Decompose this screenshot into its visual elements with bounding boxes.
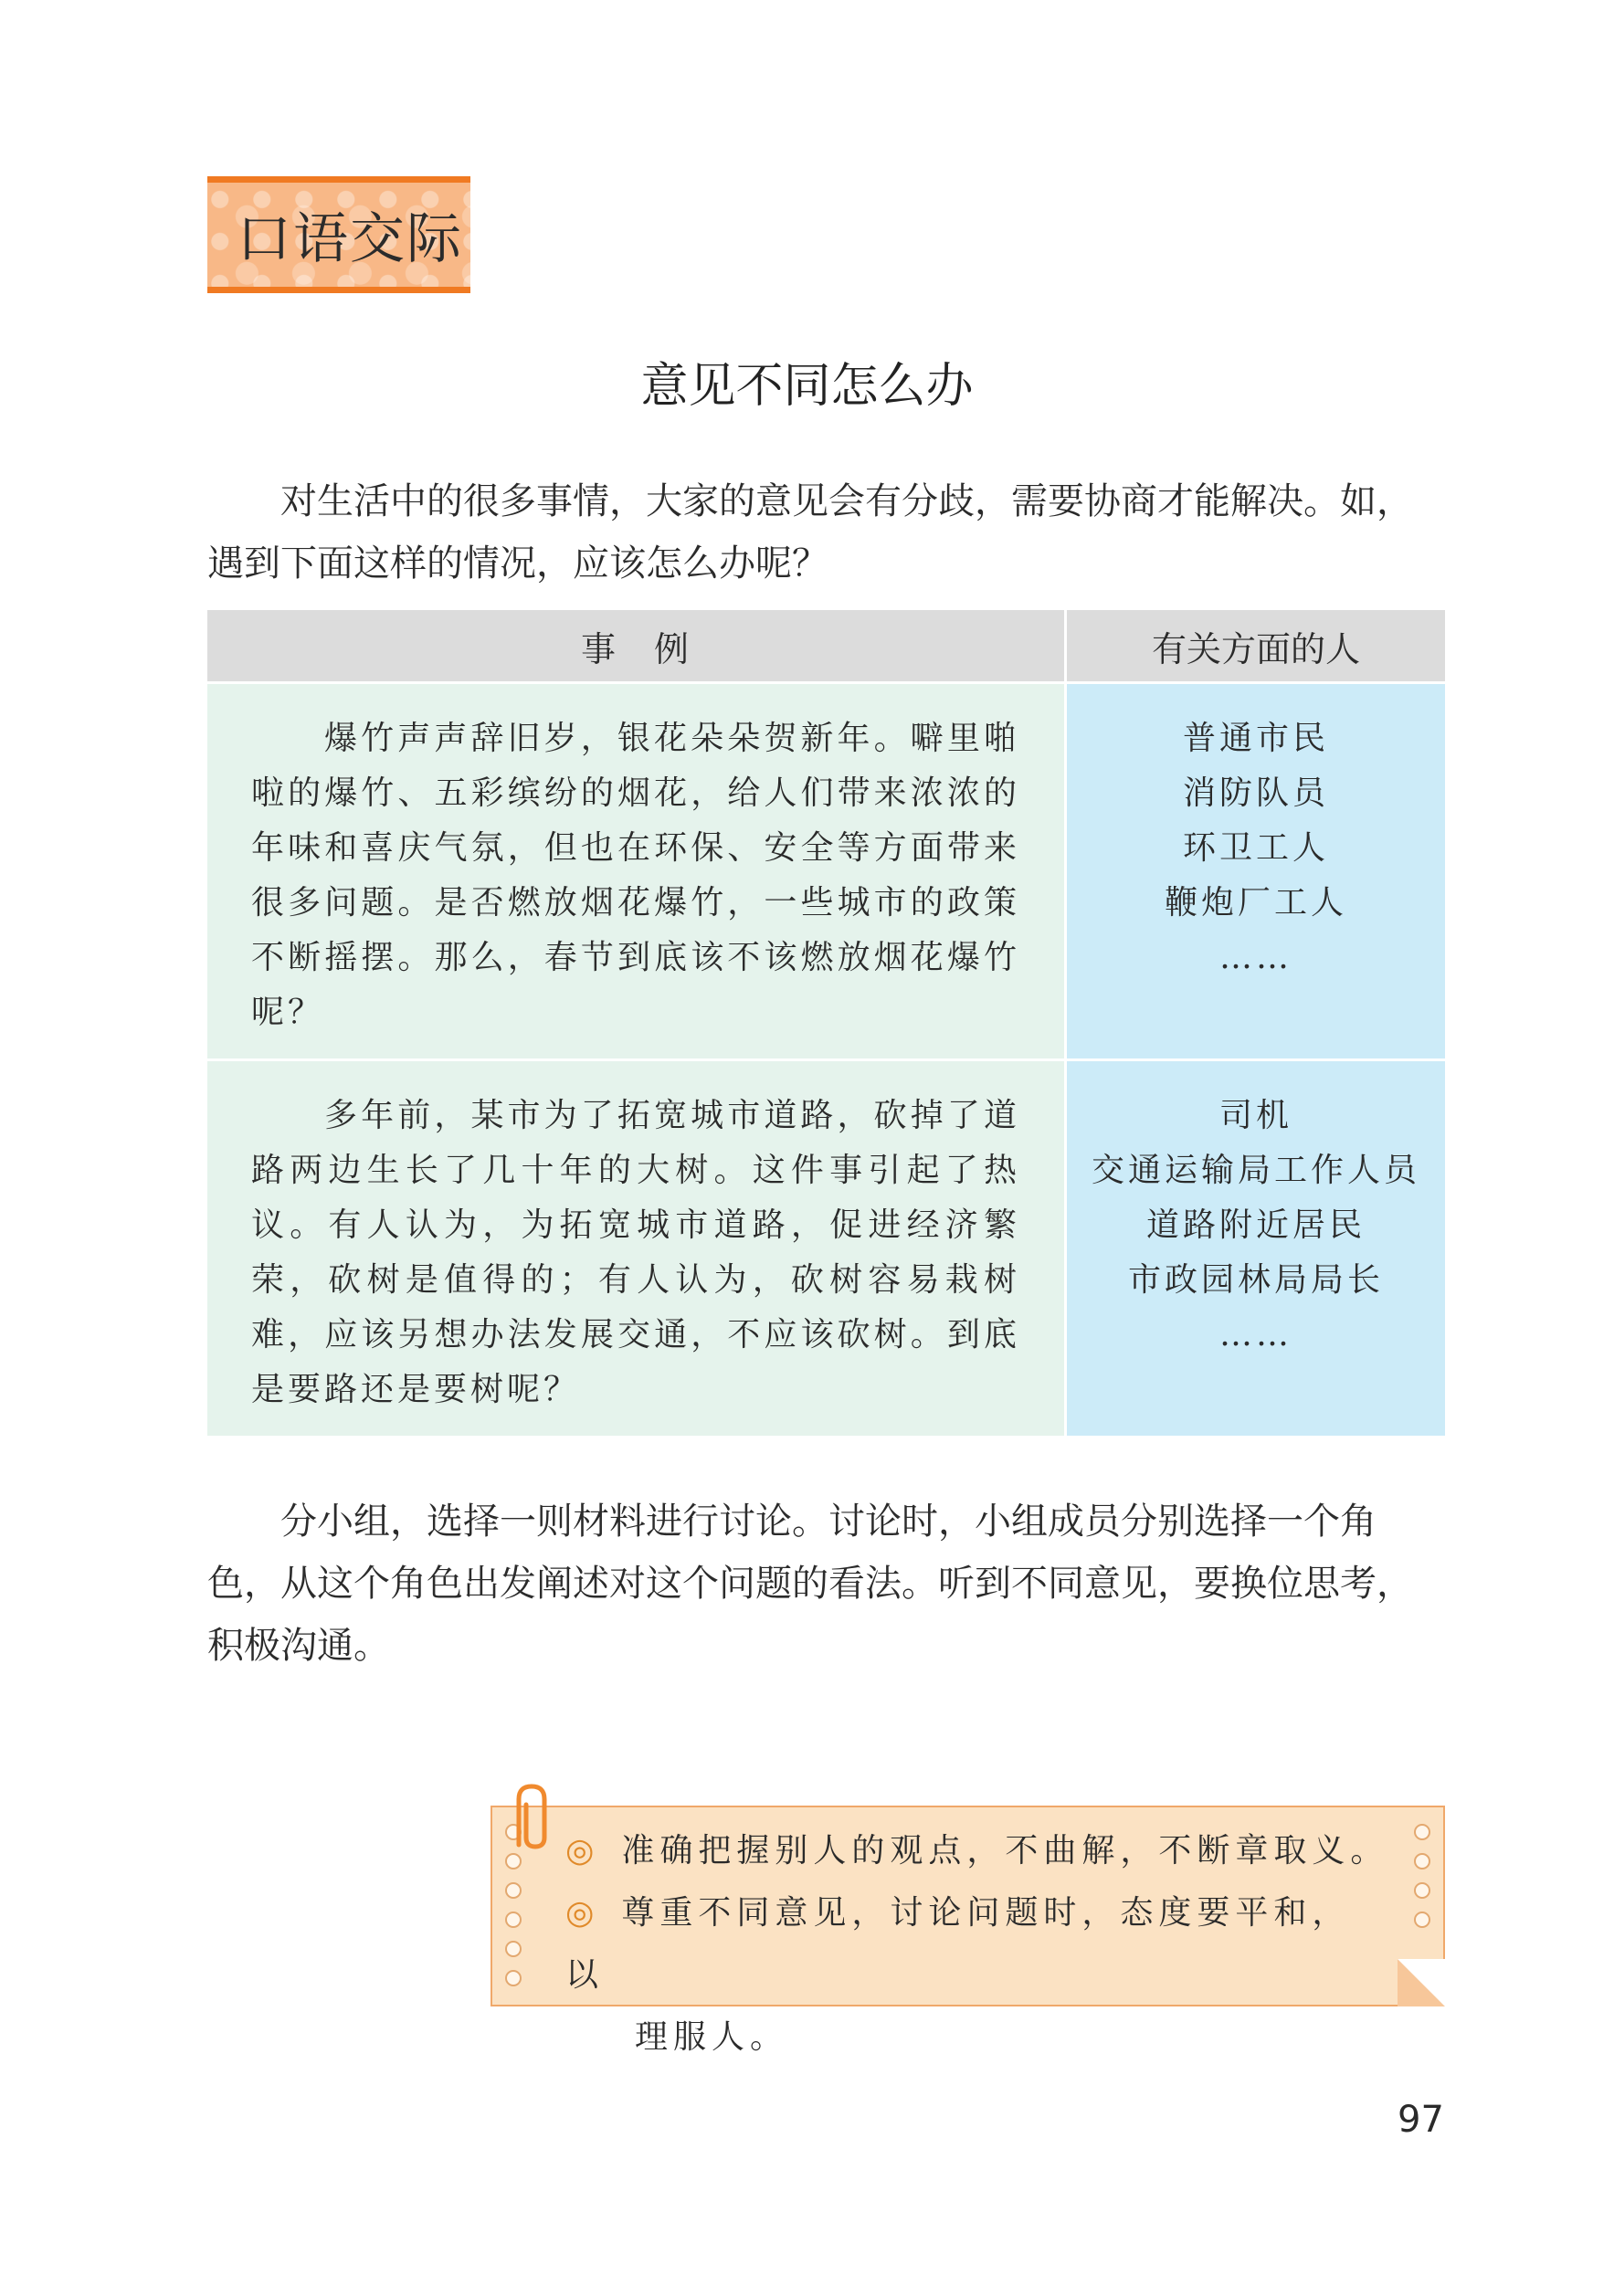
tip-text: 准确把握别人的观点，不曲解，不断章取义。 — [621, 1832, 1389, 1869]
person-item: 交通运输局工作人员 — [1091, 1152, 1420, 1189]
page-title: 意见不同怎么办 — [640, 359, 974, 414]
outro-paragraph: 分小组，选择一则材料进行讨论。讨论时，小组成员分别选择一个角色，从这个角色出发阐述对这个问题的看法。听到不同意见，要换位思考，积极沟通。 — [207, 1501, 1413, 1667]
page-number: 97 — [1398, 2099, 1444, 2141]
page-curl — [1398, 1959, 1445, 2006]
person-item: 普通市民 — [1182, 720, 1329, 757]
bullet-icon: ◎ — [565, 1832, 595, 1869]
bullet-icon: ◎ — [565, 1894, 595, 1932]
table-row — [207, 684, 1445, 1058]
case-text: 爆竹声声辞旧岁，银花朵朵贺新年。噼里啪啦的爆竹、五彩缤纷的烟花，给人们带来浓浓的年味和喜庆气氛，但也在环保、安全等方面带来很多问题。是否燃放烟花爆竹，一些城市的政策不断摇摆。那么，春节到底该不该燃放烟花爆竹呢？ — [207, 684, 1064, 1058]
person-item: 环卫工人 — [1182, 829, 1329, 867]
tip-item — [565, 1820, 1388, 1882]
section-tag-label: 口语交际 — [237, 207, 463, 271]
person-item: 道路附近居民 — [1145, 1206, 1366, 1244]
table-row — [207, 1061, 1445, 1436]
section-tag — [207, 176, 470, 293]
tip-text: 尊重不同意见，讨论问题时，态度要平和，以 — [565, 1894, 1351, 1994]
people-list — [1067, 1061, 1445, 1436]
people-list — [1067, 684, 1445, 1058]
tips-note — [491, 1806, 1445, 2056]
person-item: 鞭炮厂工人 — [1164, 884, 1347, 922]
tip-text-continued: 理服人。 — [635, 2018, 789, 2056]
person-item: 司机 — [1218, 1097, 1292, 1134]
table-header — [207, 610, 1445, 681]
person-item: …… — [1219, 939, 1292, 976]
tip-item — [565, 1882, 1378, 2069]
person-item: …… — [1219, 1316, 1292, 1353]
note-holes-right — [1414, 1824, 1430, 1928]
person-item: 消防队员 — [1182, 774, 1329, 812]
header-case: 事 例 — [207, 610, 1064, 681]
case-text: 多年前，某市为了拓宽城市道路，砍掉了道路两边生长了几十年的大树。这件事引起了热议。有人认为，为拓宽城市道路，促进经济繁荣，砍树是值得的；有人认为，砍树容易栽树难，应该另想办法发展交通，不应该砍树。到底是要路还是要树呢？ — [207, 1061, 1064, 1436]
paperclip-icon — [501, 1781, 564, 1863]
person-item: 市政园林局局长 — [1127, 1261, 1384, 1299]
header-people: 有关方面的人 — [1067, 610, 1445, 681]
intro-paragraph: 对生活中的很多事情，大家的意见会有分歧，需要协商才能解决。如，遇到下面这样的情况，应该怎么办呢？ — [207, 480, 1413, 585]
cases-table — [207, 610, 1445, 1436]
